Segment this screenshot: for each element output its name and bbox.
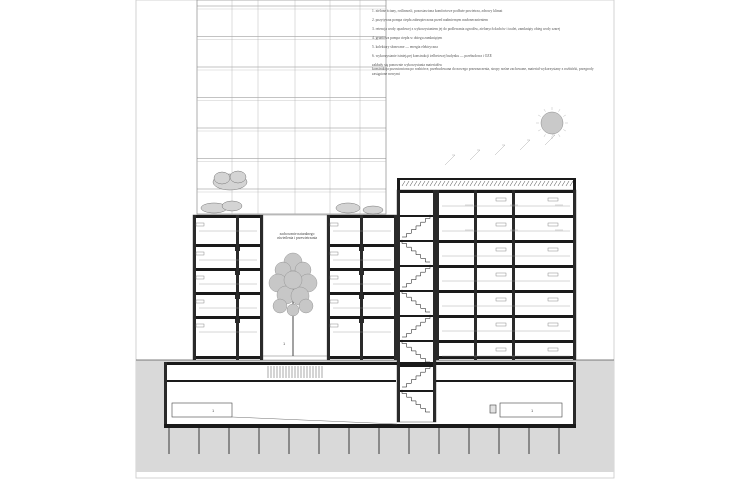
foundation-pile <box>468 428 470 454</box>
stair-landing <box>397 340 436 342</box>
collector-hatch <box>414 181 417 186</box>
stair-landing <box>397 240 436 242</box>
collector-hatch <box>418 181 421 186</box>
note-3: 3. retencja wody opadowej z wykorzystaniem jej do podlewania ogrodów, zielonych dachów i toalet, zamknięty obieg wody szarej <box>372 27 561 31</box>
column <box>236 215 239 360</box>
slab-core-roof <box>397 190 436 193</box>
collector-hatch <box>438 181 441 186</box>
parapet-cap <box>397 178 576 180</box>
slab-left <box>193 215 263 218</box>
stair-core <box>397 190 436 422</box>
slab-mezzanine-right <box>436 380 576 382</box>
window-sill <box>496 223 506 226</box>
sun-ray <box>559 109 561 112</box>
stair-landing <box>397 290 436 292</box>
sun-ray <box>538 115 541 117</box>
collector-hatch <box>550 181 553 186</box>
collector-hatch <box>518 181 521 186</box>
window-sill <box>548 298 558 301</box>
collector-hatch <box>466 181 469 186</box>
solar-collector-roof <box>402 181 573 186</box>
slab-left <box>193 268 263 271</box>
collector-hatch <box>526 181 529 186</box>
collector-hatch <box>422 181 425 186</box>
window-sill <box>196 276 204 279</box>
vent-arrow <box>495 145 505 155</box>
slab-right <box>436 340 576 343</box>
window-sill <box>496 298 506 301</box>
foundation-pile <box>378 428 380 454</box>
column-cap <box>359 319 364 323</box>
collector-hatch <box>430 181 433 186</box>
slab-right <box>436 315 576 318</box>
column-cap <box>235 295 240 299</box>
collector-hatch <box>530 181 533 186</box>
basement-marker-right: 1 <box>531 408 534 413</box>
column <box>573 362 576 424</box>
collector-hatch <box>458 181 461 186</box>
collector-hatch <box>502 181 505 186</box>
window-sill <box>330 252 338 255</box>
tree-foliage <box>299 299 313 313</box>
slab-mezzanine <box>164 380 396 382</box>
atrium-marker: 1 <box>283 341 286 346</box>
column <box>193 215 196 360</box>
window-sill <box>196 324 204 327</box>
note-6: 6. wykorzystanie istniejącej konstrukcji żelbetowej budynku — przebudowa i OZE <box>372 54 492 58</box>
window-sill <box>548 223 558 226</box>
vent-arrow <box>470 150 480 160</box>
collector-hatch <box>442 181 445 186</box>
note-4: 4. gruntowa pompa ciepła w obiegu zamkniętym <box>372 36 443 40</box>
foundation-pile <box>258 428 260 454</box>
foundation-pile <box>438 428 440 454</box>
foundation-pile <box>318 428 320 454</box>
slab-right <box>436 290 576 293</box>
window-sill <box>548 198 558 201</box>
stair-landing <box>397 365 436 367</box>
sun-symbol <box>541 112 563 134</box>
parapet <box>397 178 400 192</box>
stair-landing <box>397 390 436 392</box>
window-sill <box>330 324 338 327</box>
sustainability-notes <box>372 9 607 81</box>
collector-hatch <box>486 181 489 186</box>
foundation-pile <box>198 428 200 454</box>
collector-hatch <box>474 181 477 186</box>
column-cap <box>359 295 364 299</box>
foundation-pile <box>168 428 170 454</box>
vent-arrow <box>520 140 530 150</box>
column <box>436 190 439 360</box>
collector-hatch <box>490 181 493 186</box>
slab-right <box>436 356 576 359</box>
window-sill <box>330 276 338 279</box>
slab-left <box>193 244 263 247</box>
vent-arrow <box>445 155 455 165</box>
sun-ray <box>563 115 566 117</box>
left-building-block <box>193 215 263 360</box>
collector-hatch <box>498 181 501 186</box>
sun-ray <box>559 134 561 137</box>
window-sill <box>496 198 506 201</box>
atrium-label-line-1: zachowanie naturalnego <box>279 232 315 236</box>
collector-hatch <box>434 181 437 186</box>
collector-hatch <box>406 181 409 186</box>
slab-right <box>436 240 576 243</box>
stair-landing <box>397 265 436 267</box>
window-sill <box>496 348 506 351</box>
window-sill <box>496 323 506 326</box>
window-sill <box>196 223 204 226</box>
column <box>474 190 477 360</box>
sun-ray <box>544 134 546 137</box>
stair-landing <box>397 215 436 217</box>
foundation-pile <box>558 428 560 454</box>
window-sill <box>496 273 506 276</box>
collector-hatch <box>514 181 517 186</box>
column <box>512 190 515 360</box>
slab-left <box>193 316 263 319</box>
column-cap <box>235 247 240 251</box>
collector-hatch <box>562 181 565 186</box>
collector-hatch <box>470 181 473 186</box>
foundation-pile <box>228 428 230 454</box>
atrium-label-line-2: oświetlenia i przewietrzania <box>276 236 318 241</box>
collector-hatch <box>546 181 549 186</box>
window-sill <box>196 300 204 303</box>
slab-right <box>436 265 576 268</box>
note-1: 1. zielone ściany, roślinność, pozostawiona komfortowe podłoże powietrza, zdrowy klimat <box>372 9 503 13</box>
foundation-slab <box>164 424 576 428</box>
sun-ray <box>544 109 546 112</box>
slab-right <box>436 215 576 218</box>
slab-left <box>193 356 263 359</box>
collector-hatch <box>450 181 453 186</box>
notes-footer-body: konstrukcja pozostawiona po rozbiórce, przebudowana do nowego przeznaczenia, stropy nośne zachowane, materiał wykorzystany z rozbiórki, przegrody zastąpione nowymi <box>372 67 594 76</box>
collector-hatch <box>478 181 481 186</box>
collector-hatch <box>506 181 509 186</box>
window-sill <box>548 323 558 326</box>
slab-left <box>193 292 263 295</box>
tree-foliage <box>284 271 302 289</box>
collector-hatch <box>542 181 545 186</box>
collector-hatch <box>522 181 525 186</box>
foundation-pile <box>528 428 530 454</box>
collector-hatch <box>554 181 557 186</box>
column <box>360 215 363 360</box>
foundation-pile <box>408 428 410 454</box>
column <box>433 190 436 422</box>
window-sill <box>548 248 558 251</box>
basement-marker-left: 1 <box>212 408 215 413</box>
collector-hatch <box>510 181 513 186</box>
foundation-pile <box>348 428 350 454</box>
sun-ray <box>563 130 566 132</box>
note-2: 2. pozytywna pompa ciepła zabezpieczona przed nadmiernym nasłonecznieniem <box>372 18 488 22</box>
tree-foliage <box>273 299 287 313</box>
collector-hatch <box>534 181 537 186</box>
collector-hatch <box>462 181 465 186</box>
collector-hatch <box>426 181 429 186</box>
vent-arrow <box>545 135 555 145</box>
sun-ray <box>538 130 541 132</box>
collector-hatch <box>566 181 569 186</box>
column-cap <box>235 271 240 275</box>
column <box>394 215 397 360</box>
collector-hatch <box>454 181 457 186</box>
foundation-pile <box>498 428 500 454</box>
column-cap <box>235 319 240 323</box>
collector-hatch <box>558 181 561 186</box>
collector-hatch <box>494 181 497 186</box>
notes-footer-heading: zakłady się ponownie wykorzystania materiałów <box>372 63 443 67</box>
column-cap <box>359 271 364 275</box>
column-cap <box>359 247 364 251</box>
window-sill <box>330 300 338 303</box>
foundation-pile <box>288 428 290 454</box>
collector-hatch <box>410 181 413 186</box>
collector-hatch <box>402 181 405 186</box>
column <box>397 190 400 422</box>
note-5: 5. kolektory słoneczne — energia elektryczna <box>372 45 438 49</box>
window-sill <box>196 252 204 255</box>
collector-hatch <box>538 181 541 186</box>
column <box>164 362 167 424</box>
slab-right <box>436 190 576 193</box>
column <box>573 190 576 360</box>
collector-hatch <box>482 181 485 186</box>
tree-foliage <box>287 304 299 316</box>
collector-hatch <box>570 181 573 186</box>
atrium-label <box>263 232 331 241</box>
window-sill <box>330 223 338 226</box>
window-sill <box>548 273 558 276</box>
stair-landing <box>397 315 436 317</box>
window-sill <box>496 248 506 251</box>
slab-ground-floor <box>164 362 576 365</box>
window-sill <box>548 348 558 351</box>
parapet <box>573 178 576 192</box>
collector-hatch <box>446 181 449 186</box>
